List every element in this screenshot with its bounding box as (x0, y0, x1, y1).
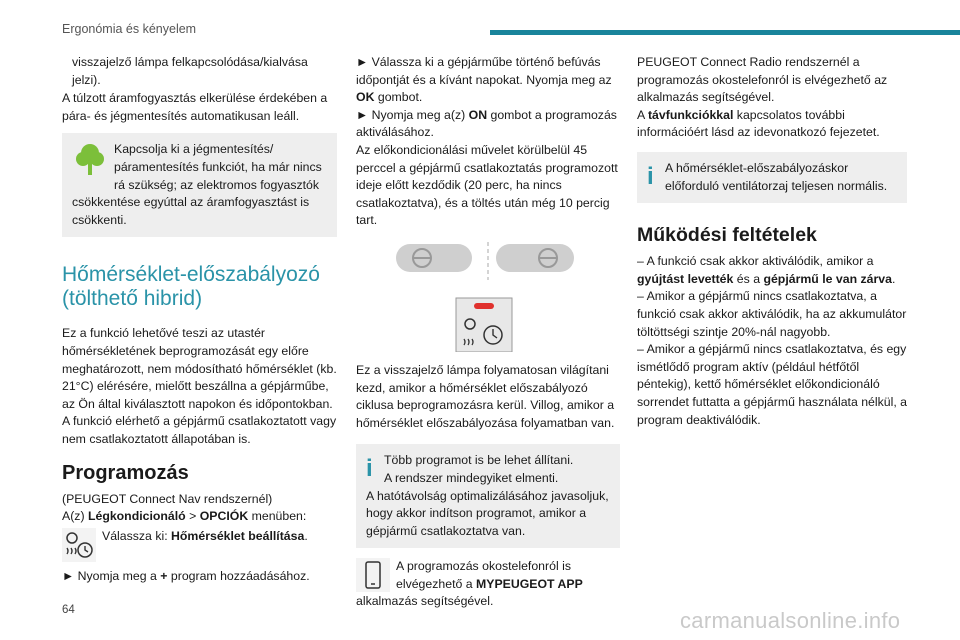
eco-note-box (62, 133, 337, 237)
info-text: A rendszer mindegyiket elmenti. (384, 470, 559, 485)
text: gombot a programozás aktiválásához. (356, 107, 617, 140)
info-note-box (637, 152, 907, 203)
paragraph (356, 107, 620, 142)
indicator-figure (356, 240, 620, 352)
dashboard-illustration (356, 240, 620, 352)
text: A (637, 107, 648, 122)
button-name: OK (356, 90, 375, 105)
info-text: Több programot is be lehet állítani. (384, 453, 574, 468)
instruction-text (62, 528, 337, 546)
paragraph: A funkció elérhető a gépjármű csatlakoztatott vagy nem csatlakoztatott állapotában is. (62, 414, 337, 446)
smartphone-text (356, 558, 620, 611)
section-title: Működési feltételek (637, 224, 817, 247)
text: menüben: (248, 509, 307, 524)
paragraph: visszajelző lámpa felkapcsolódása/kialvása jelzi). (72, 55, 308, 87)
text: Válassza ki: (102, 528, 172, 543)
list-item: – Amikor a gépjármű nincs csatlakoztatva, és egy ismétlődő program aktív (például hétfőtől péntekig), kettő hőmérséklet előkondicionáló sorrendet futtatta a gépjármű használata nélkül, a program deaktiválódik. (637, 342, 908, 427)
instruction-with-icon (62, 528, 337, 562)
text: ► Válassza ki a gépjárműbe történő befúvás időpontját és a kívánt napokat. Nyomja meg az (356, 55, 612, 87)
paragraph: Az előkondicionálási művelet körülbelül 45 perccel a gépjármű csatlakoztatás programozott ideje előtt kezdődik (20 perc, ha nincs csatlakoztatva), és a töltés után még 10 percig tart. (356, 142, 618, 228)
text: gombot. (374, 90, 423, 105)
paragraph: Ez a funkció lehetővé teszi az utastér hőmérsékletének beprogramozását egy előre meghatározott, nem módosítható hőmérséklet (kb. 21°C) elérésére, mielőtt beszállna a gépjárműbe, az Ön által kiválasztott napokon és időpontokban. (62, 326, 337, 411)
text: A(z) (62, 509, 88, 524)
tree-icon (72, 141, 108, 177)
paragraph (62, 90, 337, 125)
climate-timer-icon (62, 528, 96, 562)
info-text: A hatótávolság optimalizálásához javasoljuk, hogy akkor indítson programot, amikor a gépjármű csatlakoztatva van. (366, 488, 609, 538)
text: és a (733, 271, 764, 286)
page-number: 64 (62, 604, 75, 616)
paragraph (62, 568, 337, 586)
smartphone-note (356, 558, 620, 611)
paragraph (62, 508, 337, 526)
text: . (304, 528, 308, 543)
menu-name: Légkondicionáló (87, 509, 186, 524)
text: program hozzáadásához. (167, 568, 310, 583)
column-3 (637, 54, 907, 429)
text: > (185, 509, 200, 524)
subsection-title: Programozás (62, 461, 189, 484)
info-icon: i (366, 455, 373, 483)
header-accent-bar (490, 30, 960, 35)
info-icon: i (647, 162, 654, 190)
menu-name: Hőmérséklet beállítása (171, 528, 305, 543)
smartphone-icon (356, 558, 390, 592)
text: alkalmazás segítségével. (356, 594, 494, 609)
button-name: ON (468, 107, 488, 122)
section-title: Hőmérséklet-előszabályozó (tölthető hibrid) (62, 263, 320, 311)
info-text: A hőmérséklet-előszabályozáskor előforduló ventilátorzaj teljesen normális. (665, 160, 888, 193)
info-note-box (356, 444, 620, 548)
eco-note-text: Kapcsolja ki a jégmentesítés/ páramentesítés funkciót, ha már nincs rá szükség; az elektromos fogyasztók csökkentése egyúttal az áramfogyasztást is csökkenti. (72, 142, 322, 227)
text: ► Nyomja meg a(z) (356, 107, 469, 122)
paragraph (356, 54, 620, 107)
plus-symbol: + (160, 568, 168, 583)
paragraph-text: A túlzott áramfogyasztás elkerülése érdekében a pára- és jégmentesítés automatikusan leáll. (62, 91, 328, 123)
list-item: – Amikor a gépjármű nincs csatlakoztatva, a funkció csak akkor aktiválódik, ha az akkumulátor töltöttségi szintje 20%-nál nagyobb. (637, 289, 907, 339)
watermark: carmanualsonline.info (680, 608, 901, 633)
bold-term: gyújtást levették (637, 271, 734, 286)
paragraph: Ez a visszajelző lámpa folyamatosan világítani kezd, amikor a hőmérséklet előszabályozó ciklusa beprogramozásra kerül. Villog, amikor a hőmérséklet előszabályozása folyamatban van. (356, 362, 615, 430)
paragraph: (PEUGEOT Connect Nav rendszernél) (62, 491, 273, 506)
app-name: MYPEUGEOT APP (476, 576, 583, 591)
list-item (637, 253, 907, 288)
text: – A funkció csak akkor aktiválódik, amikor a (637, 254, 874, 269)
page-header-title: Ergonómia és kényelem (62, 22, 197, 36)
menu-name: OPCIÓK (199, 509, 249, 524)
column-1 (62, 54, 337, 585)
text: . (891, 271, 896, 286)
text: kapcsolatos további információért lásd az idevonatkozó fejezetet. (637, 107, 880, 140)
bold-term: gépjármű le van zárva (763, 271, 892, 286)
column-2 (356, 54, 620, 611)
bold-term: távfunkciókkal (647, 107, 734, 122)
paragraph: PEUGEOT Connect Radio rendszernél a programozás okostelefonról is elvégezhető az alkalmazás segítségével. (637, 55, 888, 105)
text: A programozás okostelefonról is elvégezhető a (396, 559, 571, 591)
paragraph (637, 107, 907, 142)
text: ► Nyomja meg a (62, 568, 161, 583)
